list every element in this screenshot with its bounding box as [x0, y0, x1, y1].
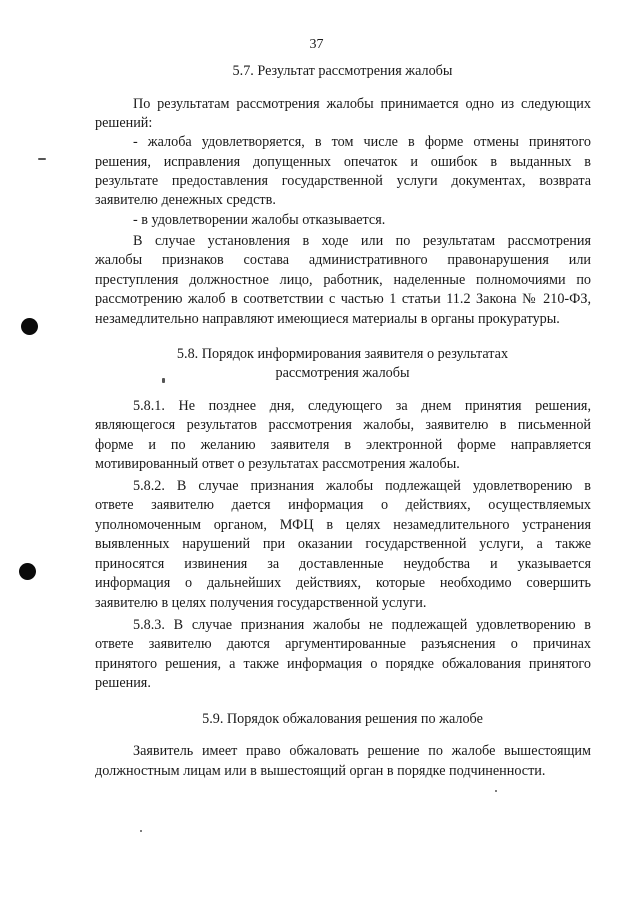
paragraph-line: преступления должностное лицо, работник, наделенные полномочиями по — [95, 272, 591, 288]
paragraph-line: незамедлительно направляют имеющиеся материалы в органы прокуратуры. — [95, 311, 560, 327]
paragraph-line: 5.8.1. Не позднее дня, следующего за днем принятия решения, — [133, 398, 591, 414]
hole-punch-mark — [21, 318, 38, 335]
paragraph-line: заявителю денежных средств. — [95, 192, 276, 208]
paragraph-line: ответе заявителю дается информация о действиях, осуществляемых — [95, 497, 591, 513]
paragraph-line: заявителю в целях получения государственной услуги. — [95, 595, 427, 611]
paragraph-line: - жалоба удовлетворяется, в том числе в форме отмены принятого — [133, 134, 591, 150]
paragraph-line: уполномоченным органом, МФЦ в целях незамедлительного устранения — [95, 517, 591, 533]
paragraph-line: По результатам рассмотрения жалобы принимается одно из следующих — [133, 96, 591, 112]
paragraph-line: решения. — [95, 675, 151, 691]
paragraph-line: 5.8.3. В случае признания жалобы не подлежащей удовлетворению в — [133, 617, 591, 633]
paragraph-line: В случае установления в ходе или по результатам рассмотрения — [133, 233, 591, 249]
section-5-7-title: 5.7. Результат рассмотрения жалобы — [232, 63, 453, 79]
paragraph-line: мотивированный ответ о результатах рассмотрения жалобы. — [95, 456, 460, 472]
paragraph-line: выявленных нарушений при оказании государственной услуги, а также — [95, 536, 591, 552]
paragraph-line: жалобы признаков состава административного правонарушения или — [95, 252, 591, 268]
paragraph-line: информация о дальнейших действиях, которые необходимо совершить — [95, 575, 591, 591]
paragraph-line: - в удовлетворении жалобы отказывается. — [133, 212, 386, 228]
section-5-8-title-line-2: рассмотрения жалобы — [275, 365, 410, 381]
paragraph-line: форме и по желанию заявителя в электронной форме направляется — [95, 437, 591, 453]
paragraph-line: результате предоставления государственной услуги документах, возврата — [95, 173, 591, 189]
paragraph-line: должностным лицам или в вышестоящий орган в порядке подчиненности. — [95, 763, 546, 779]
paragraph-line: решений: — [95, 115, 153, 131]
scan-speck — [495, 790, 497, 792]
hole-punch-mark — [19, 563, 36, 580]
paragraph-line: принятого решения, а также информация о порядке обжалования принятого — [95, 656, 591, 672]
section-5-9-title: 5.9. Порядок обжалования решения по жалобе — [202, 711, 483, 727]
page-number: 37 — [309, 37, 324, 52]
scan-speck — [38, 158, 46, 160]
paragraph-line: приносятся извинения за доставленные неудобства и указывается — [95, 556, 591, 572]
paragraph-line: решения, исправления допущенных опечаток и ошибок в выданных в — [95, 154, 591, 170]
paragraph-line: рассмотрению жалоб в соответствии с частью 1 статьи 11.2 Закона № 210-ФЗ, — [95, 291, 591, 307]
paragraph-line: Заявитель имеет право обжаловать решение по жалобе вышестоящим — [133, 743, 591, 759]
scan-speck — [162, 378, 165, 383]
paragraph-line: являющегося результатов рассмотрения жалобы, заявителю в письменной — [95, 417, 591, 433]
section-5-8-title-line-1: 5.8. Порядок информирования заявителя о результатах — [176, 346, 509, 362]
scan-speck — [140, 830, 142, 832]
paragraph-line: 5.8.2. В случае признания жалобы подлежащей удовлетворению в — [133, 478, 591, 494]
paragraph-line: ответе заявителю даются аргументированные разъяснения о причинах — [95, 636, 591, 652]
